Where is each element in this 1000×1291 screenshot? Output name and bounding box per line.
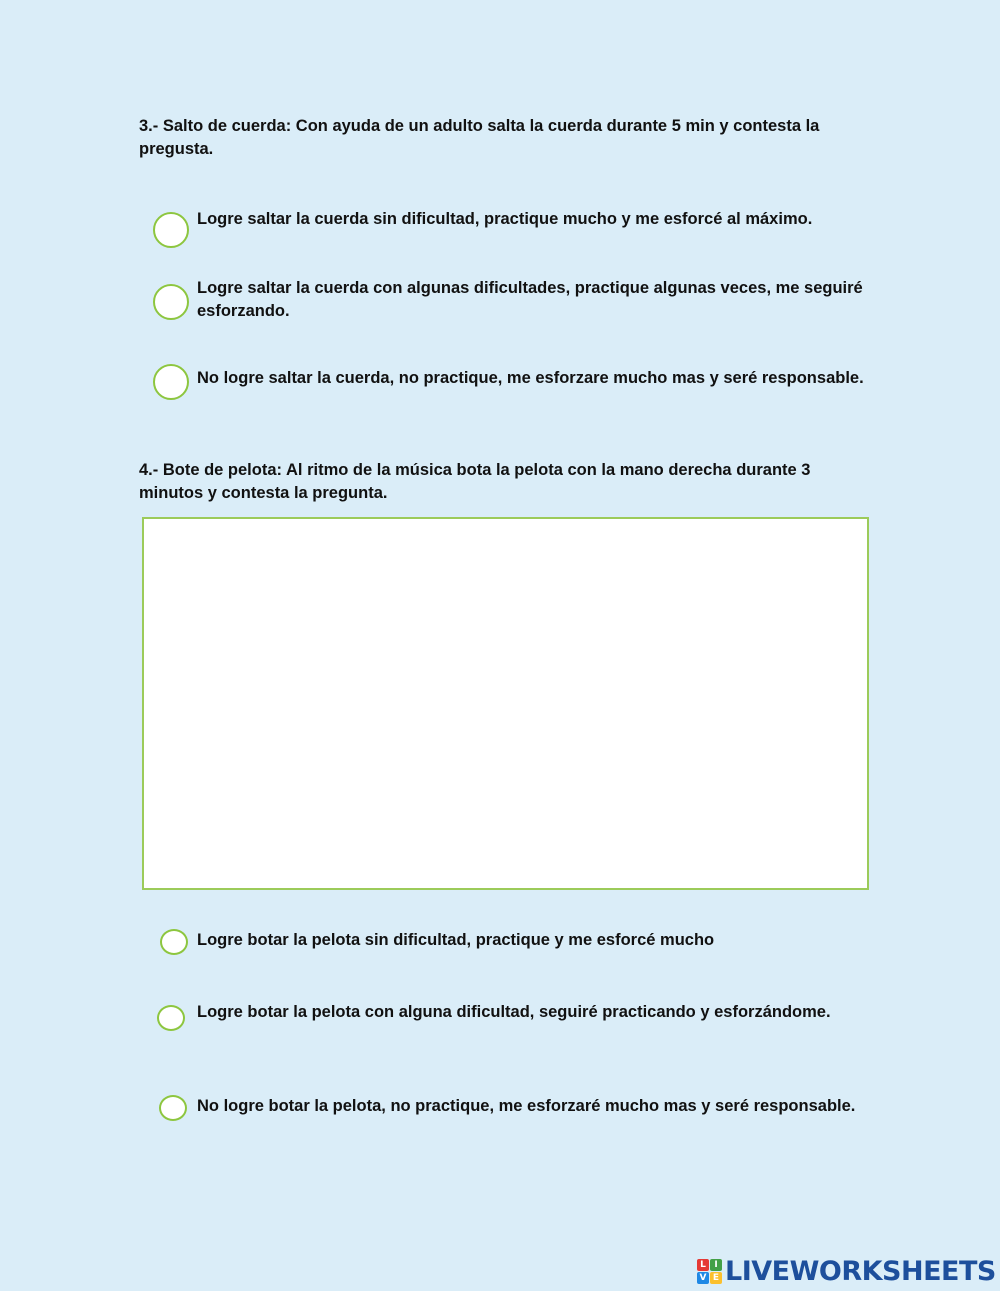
q4-option-2-label: Logre botar la pelota con alguna dificultad, seguiré practicando y esforzándome. bbox=[197, 1003, 831, 1021]
logo-mark-letter: L bbox=[697, 1259, 709, 1271]
q4-option-1-radio[interactable] bbox=[160, 929, 188, 955]
liveworksheets-logo bbox=[697, 1256, 996, 1286]
q4-option-2-radio[interactable] bbox=[157, 1005, 185, 1031]
answer-image-area bbox=[142, 517, 869, 890]
logo-mark-icon bbox=[697, 1259, 722, 1284]
q4-option-1-label: Logre botar la pelota sin dificultad, practique y me esforcé mucho bbox=[197, 931, 715, 949]
question-3-text: 3.- Salto de cuerda: Con ayuda de un adulto salta la cuerda durante 5 min y contesta la pregusta. bbox=[139, 117, 820, 158]
q4-option-3-label: No logre botar la pelota, no practique, me esforzaré mucho mas y seré responsable. bbox=[197, 1097, 856, 1115]
q3-option-1-label: Logre saltar la cuerda sin dificultad, practique mucho y me esforcé al máximo. bbox=[197, 210, 813, 228]
question-4-text: 4.- Bote de pelota: Al ritmo de la música bota la pelota con la mano derecha durante 3 minutos y contesta la pregunta. bbox=[139, 461, 811, 502]
q3-option-2-radio[interactable] bbox=[153, 284, 189, 320]
logo-mark-letter: E bbox=[710, 1272, 722, 1284]
q3-option-1-radio[interactable] bbox=[153, 212, 189, 248]
logo-mark-letter: V bbox=[697, 1272, 709, 1284]
q3-option-3-label: No logre saltar la cuerda, no practique, me esforzare mucho mas y seré responsable. bbox=[197, 369, 864, 387]
q3-option-3-radio[interactable] bbox=[153, 364, 189, 400]
logo-mark-letter: I bbox=[710, 1259, 722, 1271]
logo-text: LIVEWORKSHEETS bbox=[725, 1255, 996, 1287]
q4-option-3-radio[interactable] bbox=[159, 1095, 187, 1121]
q3-option-2-label: Logre saltar la cuerda con algunas dificultades, practique algunas veces, me seguiré esforzando. bbox=[197, 279, 863, 320]
